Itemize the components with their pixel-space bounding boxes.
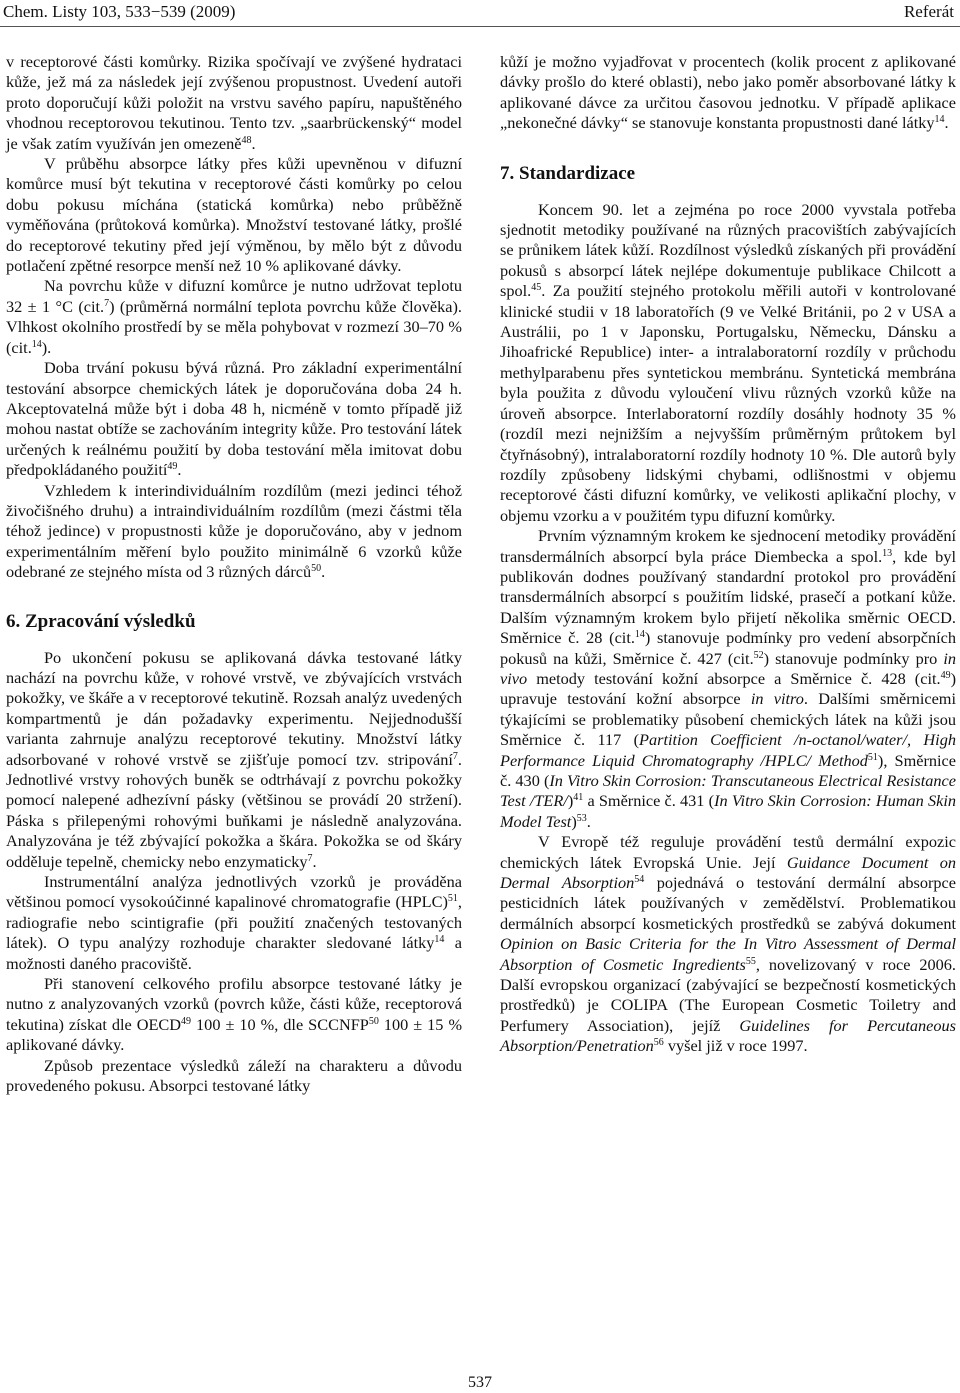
right-column	[500, 52, 956, 1057]
paragraph: Instrumentální analýza jednotlivých vzorků je prováděna většinou pomocí vysokoúčinné kapalinové chromatografie (HPLC)$^{51}$, radiografie nebo scintigrafie (při použití značených testovaných látek). O typu analýzy rozhoduje charakter sledované látky$^{14}$ a možnosti daného pracoviště.	[6, 872, 463, 973]
page-number: 537	[468, 1374, 492, 1391]
paragraph: V Evropě též reguluje provádění testů dermální expozic chemických látek Evropská Unie. Její Guidance Document on Dermal Absorption$^{54}$ pojednává o testování dermální absorpce pesticidních látek používaných v zemědělství. Problematikou dermálních absorpcí kosmetických prostředků se zabývá dokument Opinion on Basic Criteria for the In Vitro Assessment of Dermal Absorption of Cosmetic Ingredients$^{55}$, novelizovaný v roce 2006. Další evropskou organizací (zabývající se bezpečností kosmetických prostředků) je COLIPA (The European Cosmetic Toiletry and Perfumery Association), jejíž Guidelines for Percutaneous Absorption/Penetration$^{56}$ vyšel již v roce 1997.	[500, 832, 957, 1056]
article-type: Referát	[903, 2, 954, 21]
section-heading: 6. Zpracování výsledků	[6, 610, 196, 632]
left-column	[6, 52, 462, 1097]
paragraph: Na povrchu kůže v difuzní komůrce je nutno udržovat teplotu 32 ± 1 °C (cit.$^7$) (průměrná normální teplota povrchu kůže člověka). Vlhkost okolního prostředí by se měla pohybovat v rozmezí 30–70 % (cit.$^{14}$).	[6, 276, 462, 357]
section-heading: 7. Standardizace	[500, 162, 636, 184]
paragraph: v receptorové části komůrky. Rizika spočívají ve zvýšené hydrataci kůže, jež má za následek její zvýšenou propustnost. Uvedení autoři proto doporučují kůži položit na vrstvu savého papíru, napuštěného vhodnou receptorovou tekutinou. Tento tzv. „saarbrückenský“ model je však zatím využíván jen omezeně$^{48}$.	[6, 52, 462, 153]
running-header	[0, 0, 960, 27]
paragraph: Koncem 90. let a zejména po roce 2000 vyvstala potřeba sjednotit metodiky používané na různých pracovištích zabývajících se průnikem látek kůží. Rozdílnost výsledků získaných při provádění pokusů s absorpcí látek nejlépe dokumentuje publikace Chilcott a spol.$^{45}$. Za použití stejného protokolu měřili autoři v kontrolované klinické studii v 18 laboratořích (9 ve Velké Británii, po 2 v USA a Austrálii, po 1 v Japonsku, Portugalsku, Německu, Dánsku a Jihoafrické Republice) inter- a intralaboratorní rozdíly v průchodu methylparabenu přes syntetickou membránu. Syntetická membrána byla použita z důvodu vyloučení vlivu různých vzorků kůže na úroveň absorpce. Interlaboratorní rozdíly dosáhly hodnoty 35 % (rozdíl mezi nejnižším a nejvyšším průměrným průtokem byl čtyřnásobný), intralaboratorní rozdíly hodnoty 10 %. Dle autorů byly rozdíly způsobeny lidskými chybami, odlišnostmi v objemu receptorové části difuzní komůrky, ve velikosti aplikační plochy, v objemu vzorku a v použitém typu difuzní komůrky.	[500, 199, 956, 525]
paragraph: Způsob prezentace výsledků záleží na charakteru a důvodu provedeného pokusu. Absorpci testované látky	[6, 1055, 462, 1096]
paragraph: Prvním významným krokem ke sjednocení metodiky provádění transdermálních absorpcí byla práce Diembecka a spol.$^{13}$, kde byl publikován dodnes používaný standardní protokol pro provádění transdermálních absorpcí s použitím lidské, prasečí a potkaní kůže. Dalším významným krokem bylo přijetí několika směrnic OECD. Směrnice č. 28 (cit.$^{14}$) stanovuje podmínky pro vedení absorpčních pokusů na kůži, Směrnice č. 427 (cit.$^{52}$) stanovuje podmínky pro in vivo metody testování kožní absorpce a Směrnice č. 428 (cit.$^{49}$) upravuje testování kožní absorpce in vitro. Dalšími směrnicemi týkajícími se problematiky působení chemických látek na kůži jsou Směrnice č. 117 (Partition Coefficient /n-octanol/water/, High Performance Liquid Chromatography /HPLC/ Method$^{51}$), Směrnice č. 430 (In Vitro Skin Corrosion: Transcutaneous Electrical Resistance Test /TER/)$^{41}$ a Směrnice č. 431 (In Vitro Skin Corrosion: Human Skin Model Test)$^{53}$.	[500, 526, 957, 831]
journal-citation: Chem. Listy 103, 533−539 (2009)	[3, 2, 236, 21]
paragraph: Při stanovení celkového profilu absorpce testované látky je nutno z analyzovaných vzorků (povrch kůže, části kůže, receptorová tekutina) získat dle OECD$^{49}$ 100 ± 10 %, dle SCCNFP$^{50}$ 100 ± 15 % aplikované dávky.	[6, 974, 463, 1055]
paragraph: kůží je možno vyjadřovat v procentech (kolik procent z aplikované dávky prošlo do které oblasti), nebo jako poměr absorbované látky k aplikované dávce za určitou časovou jednotku. V případě aplikace „nekonečné dávky“ se stanovuje konstanta propustnosti dané látky$^{14}$.	[500, 52, 956, 133]
paragraph: Vzhledem k interindividuálním rozdílům (mezi jedinci téhož živočišného druhu) a intraindividuálním rozdílům (mezi částmi těla téhož jedince) v propustnosti kůže je doporučováno, aby v jednom experimentálním měření bylo použito minimálně 6 vzorků kůže odebrané ze stejného místa od 3 různých dárců$^{50}$.	[6, 480, 462, 582]
paragraph: Po ukončení pokusu se aplikovaná dávka testované látky nachází na povrchu kůže, v rohové vrstvě, ve zbývajících vrstvách pokožky, ve škáře a v receptorové tekutině. Rozsah analýz uvedených kompartmentů je dán požadavky experimentu. Nejjednodušší varianta zahrnuje analýzu receptorové tekutiny. Množství látky adsorbované v rohové vrstvě se zjišťuje pomocí tzv. stripování$^7$. Jednotlivé vrstvy rohových buněk se odtrhávají z povrchu pokožky pomocí nalepené adhezívní pásky (většinou se provádí 20 stržení). Páska s přilepenými rohovými buňkami je následně analyzována. Analyzována je též zbývající pokožka a škára. Pokožka se od škáry odděluje tepelně, chemicky nebo enzymaticky$^7$.	[6, 647, 462, 871]
paragraph: Doba trvání pokusu bývá různá. Pro základní experimentální testování absorpce chemických látek je doporučována doba 24 h. Akceptovatelná může být i doba 48 h, nicméně v tomto případě již mohou nastat obtíže se zachováním integrity kůže. Pro testování látek určených k reálnému použití by doba testování měla imitovat dobu předpokládaného použití$^{49}$.	[6, 358, 462, 480]
paragraph: V průběhu absorpce látky přes kůži upevněnou v difuzní komůrce musí být tekutina v receptorové části komůrky po celou dobu pokusu míchána (statická komůrka) nebo průběžně vyměňována (průtoková komůrka). Množství testované látky, prošlé do receptorové tekutiny před její výměnou, by mělo být z důvodu potlačení zpětné resorpce menší než 10 % aplikované dávky.	[6, 154, 462, 276]
